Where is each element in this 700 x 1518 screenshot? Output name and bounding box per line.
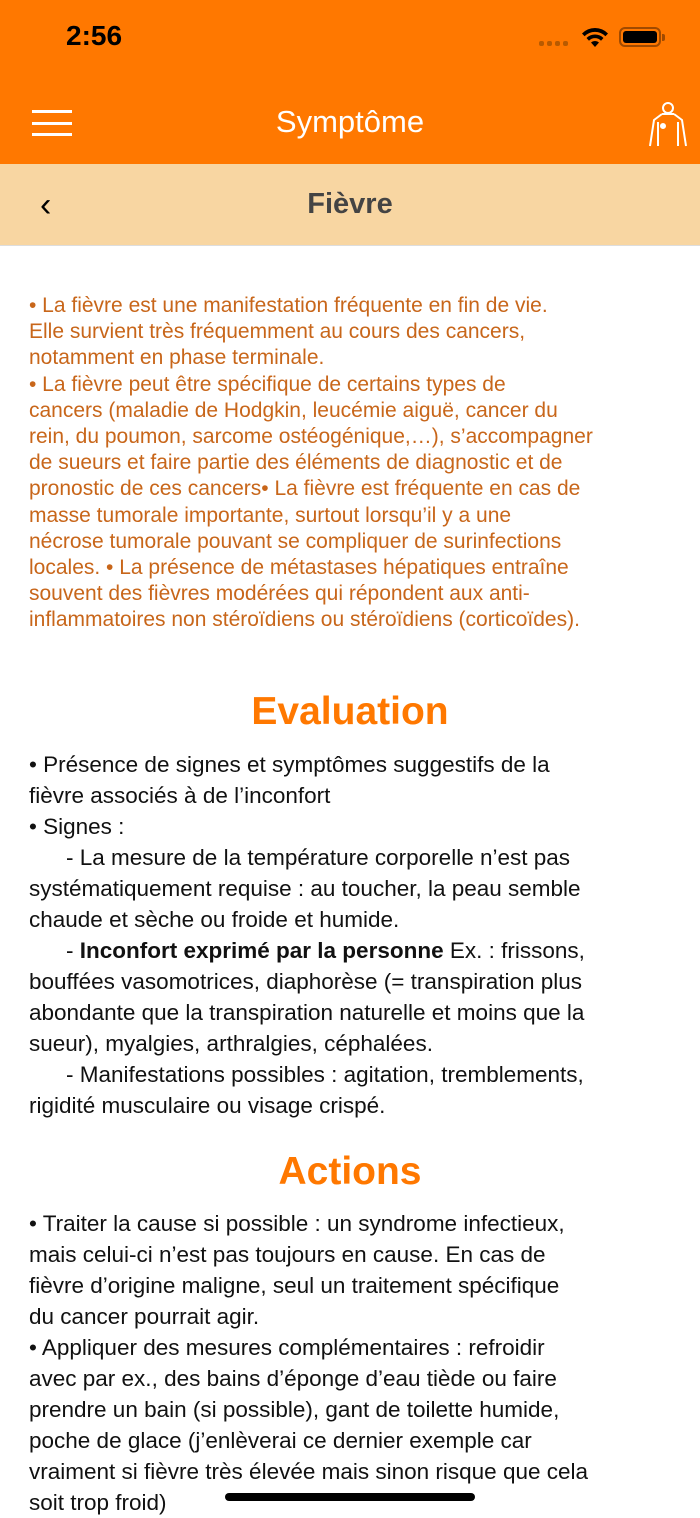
status-time: 2:56: [66, 20, 123, 51]
text-line: • Traiter la cause si possible : un syndrome infectieux,: [29, 1211, 565, 1236]
bold-text: Inconfort exprimé par la personne: [79, 938, 444, 963]
text-line: notamment en phase terminale.: [29, 346, 325, 370]
text-line: vraiment si fièvre très élevée mais sinon risque que cela: [29, 1459, 589, 1484]
text-line: rigidité musculaire ou visage crispé.: [29, 1093, 386, 1118]
body-map-icon[interactable]: [646, 100, 690, 148]
nav-bar: [0, 80, 700, 164]
text-line: • La fièvre peut être spécifique de certains types de: [29, 372, 506, 396]
cellular-signal-icon: [539, 41, 568, 46]
text-line: prendre un bain (si possible), gant de toilette humide,: [29, 1397, 560, 1422]
text-line: sueur), myalgies, arthralgies, céphalées.: [29, 1031, 433, 1056]
text-line: cancers (maladie de Hodgkin, leucémie aiguë, cancer du: [29, 398, 558, 422]
intro-text: [29, 293, 593, 634]
text-line: bouffées vasomotrices, diaphorèse (= transpiration plus: [29, 969, 583, 994]
text-line: • Appliquer des mesures complémentaires : refroidir: [29, 1335, 545, 1360]
sub-header: [0, 164, 700, 246]
actions-heading: Actions: [278, 1150, 422, 1193]
text-line: rein, du poumon, sarcome ostéogénique,…), s’accompagner: [29, 425, 593, 449]
wifi-icon: [581, 26, 609, 48]
text-line: poche de glace (j’enlèverai ce dernier exemple car: [29, 1428, 532, 1453]
back-chevron-icon[interactable]: ‹: [40, 186, 52, 224]
nav-title: Symptôme: [275, 104, 425, 139]
text-after-bold: Ex. : frissons,: [443, 938, 585, 963]
text-line: • Présence de signes et symptômes suggestifs de la: [29, 752, 550, 777]
text-line: du cancer pourrait agir.: [29, 1304, 260, 1329]
text-line: soit trop froid): [29, 1490, 167, 1515]
text-line: fièvre d’origine maligne, seul un traitement spécifique: [29, 1273, 560, 1298]
text-line: masse tumorale importante, surtout lorsqu’il y a une: [29, 503, 512, 527]
text-line: fièvre associés à de l’inconfort: [29, 783, 331, 808]
text-line: systématiquement requise : au toucher, la peau semble: [29, 876, 581, 901]
text-line: souvent des fièvres modérées qui répondent aux anti-: [29, 582, 530, 606]
text-line: - La mesure de la température corporelle n’est pas: [66, 845, 571, 870]
text-line: [29, 935, 585, 966]
text-line: • Signes :: [29, 814, 125, 839]
text-line: mais celui-ci n’est pas toujours en cause. En cas de: [29, 1242, 546, 1267]
evaluation-heading: Evaluation: [251, 690, 449, 733]
text-line: abondante que la transpiration naturelle et moins que la: [29, 1000, 585, 1025]
actions-text: [29, 1208, 588, 1518]
dash: -: [66, 938, 80, 963]
home-indicator[interactable]: [225, 1493, 475, 1501]
text-line: inflammatoires non stéroïdiens ou stéroïdiens (corticoïdes).: [29, 608, 580, 632]
page-title: Fièvre: [307, 188, 393, 220]
battery-icon: [619, 27, 661, 47]
text-line: chaude et sèche ou froide et humide.: [29, 907, 400, 932]
status-bar: [0, 0, 700, 80]
text-line: locales. • La présence de métastases hépatiques entraîne: [29, 556, 569, 580]
text-line: Elle survient très fréquemment au cours des cancers,: [29, 320, 526, 344]
text-line: nécrose tumorale pouvant se compliquer de surinfections: [29, 529, 562, 553]
text-line: - Manifestations possibles : agitation, tremblements,: [66, 1062, 584, 1087]
text-line: pronostic de ces cancers• La fièvre est fréquente en cas de: [29, 477, 581, 501]
text-line: avec par ex., des bains d’éponge d’eau tiède ou faire: [29, 1366, 557, 1391]
text-line: de sueurs et faire partie des éléments de diagnostic et de: [29, 451, 563, 475]
evaluation-text: [29, 749, 585, 1121]
text-line: • La fièvre est une manifestation fréquente en fin de vie.: [29, 294, 548, 317]
